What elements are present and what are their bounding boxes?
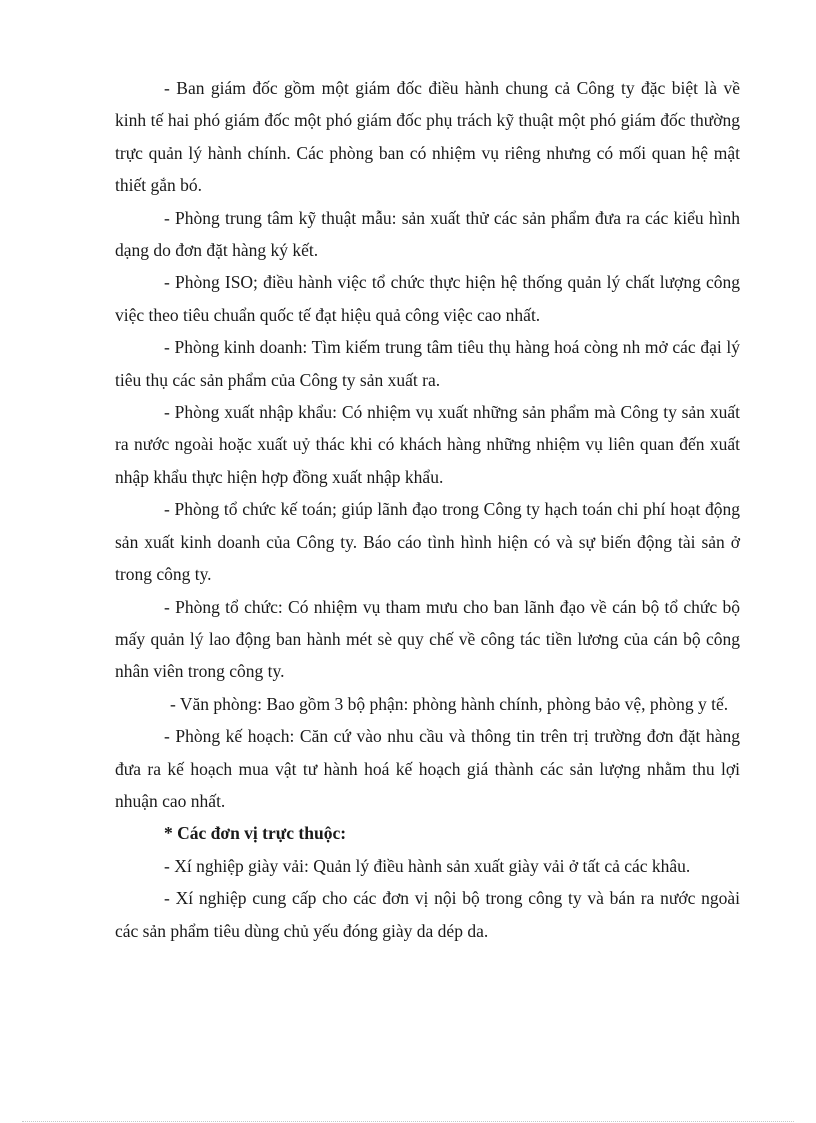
paragraph-iso-department: - Phòng ISO; điều hành việc tổ chức thực hiện hệ thống quản lý chất lượng công việc theo tiêu chuẩn quốc tế đạt hiệu quả công việc cao nhất. [115, 272, 740, 325]
paragraph-import-export-department: - Phòng xuất nhập khẩu: Có nhiệm vụ xuất những sản phẩm mà Công ty sản xuất ra nước ngoài hoặc xuất uỷ thác khi có khách hàng những nhiệm vụ liên quan đến xuất nhập khẩu thực hiện hợp đồng xuất nhập khẩu. [115, 402, 740, 487]
paragraph-planning-department: - Phòng kế hoạch: Căn cứ vào nhu cầu và thông tin trên trị trường đơn đặt hàng đưa ra kế hoạch mua vật tư hành hoá kế hoạch giá thành các sản lượng nhằm thu lợi nhuận cao nhất. [115, 726, 740, 811]
page-bottom-divider [22, 1121, 794, 1122]
paragraph-office: - Văn phòng: Bao gồm 3 bộ phận: phòng hành chính, phòng bảo vệ, phòng y tế. [170, 693, 729, 714]
section-heading-subsidiary-units: * Các đơn vị trực thuộc: [164, 823, 347, 844]
paragraph-technical-sample-center: - Phòng trung tâm kỹ thuật mẫu: sản xuất thử các sản phẩm đưa ra các kiểu hình dạng do đơn đặt hàng ký kết. [115, 207, 740, 261]
paragraph-organization-department: - Phòng tổ chức: Có nhiệm vụ tham mưu cho ban lãnh đạo về cán bộ tổ chức bộ mấy quản lý lao động ban hành mét sè quy chế về công tác tiền lương của cán bộ công nhân viên trong công ty. [115, 596, 740, 682]
document-body [115, 72, 740, 947]
paragraph-accounting-department: - Phòng tổ chức kế toán; giúp lãnh đạo trong Công ty hạch toán chi phí hoạt động sản xuất kinh doanh của Công ty. Báo cáo tình hình hiện có và sự biến động tài sản ở trong công ty. [115, 499, 740, 585]
paragraph-board-of-directors: - Ban giám đốc gồm một giám đốc điều hành chung cả Công ty đặc biệt là về kinh tế hai phó giám đốc một phó giám đốc phụ trách kỹ thuật một phó giám đốc thường trực quản lý hành chính. Các phòng ban có nhiệm vụ riêng nhưng có mối quan hệ mật thiết gắn bó. [115, 78, 740, 196]
paragraph-supply-factory: - Xí nghiệp cung cấp cho các đơn vị nội bộ trong công ty và bán ra nước ngoài các sản phẩm tiêu dùng chủ yếu đóng giày da dép da. [115, 888, 740, 941]
paragraph-business-department: - Phòng kinh doanh: Tìm kiếm trung tâm tiêu thụ hàng hoá còng nh mở các đại lý tiêu thụ các sản phẩm của Công ty sản xuất ra. [115, 337, 740, 390]
paragraph-canvas-shoe-factory: - Xí nghiệp giày vải: Quản lý điều hành sản xuất giày vải ở tất cả các khâu. [164, 855, 691, 876]
